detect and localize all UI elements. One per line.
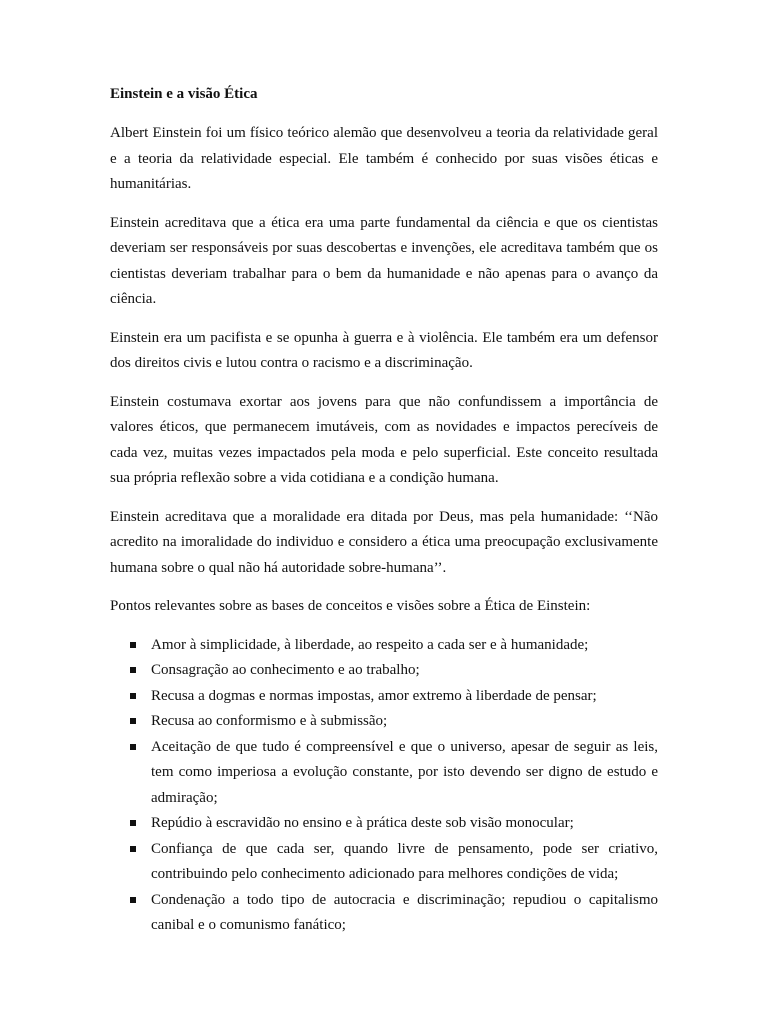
list-item: [110, 709, 658, 735]
square-bullet-icon: [130, 897, 136, 903]
paragraph-morality: Einstein acreditava que a moralidade era ditada por Deus, mas pela humanidade: ‘‘Não acredito na imoralidade do individuo e considero a ética uma preocupação exclusivamente humana sobre o qual não há autoridade sobre-humana’’.: [110, 508, 658, 576]
square-bullet-icon: [130, 642, 136, 648]
square-bullet-icon: [130, 846, 136, 852]
paragraph-intro: Albert Einstein foi um físico teórico alemão que desenvolveu a teoria da relatividade geral e a teoria da relatividade especial. Ele também é conhecido por suas visões éticas e humanitárias.: [110, 125, 658, 192]
paragraph-list-intro: Pontos relevantes sobre as bases de conceitos e visões sobre a Ética de Einstein:: [110, 598, 591, 614]
document-title: Einstein e a visão Ética: [110, 86, 258, 102]
list-item-text: Consagração ao conhecimento e ao trabalho;: [151, 662, 420, 678]
list-item: [110, 633, 658, 659]
document-page: [110, 82, 658, 939]
square-bullet-icon: [130, 718, 136, 724]
paragraph-pacifism: Einstein era um pacifista e se opunha à guerra e à violência. Ele também era um defensor dos direitos civis e lutou contra o racismo e a discriminação.: [110, 329, 658, 371]
square-bullet-icon: [130, 693, 136, 699]
square-bullet-icon: [130, 744, 136, 750]
list-item-text: Condenação a todo tipo de autocracia e discriminação; repudiou o capitalismo canibal e o comunismo fanático;: [151, 891, 658, 933]
ethics-points-list: [110, 633, 658, 939]
list-item-text: Recusa ao conformismo e à submissão;: [151, 713, 388, 729]
list-item-text: Aceitação de que tudo é compreensível e que o universo, apesar de seguir as leis, tem como imperiosa a evolução constante, por isto devendo ser digno de estudo e admiração;: [151, 738, 658, 806]
list-item-text: Amor à simplicidade, à liberdade, ao respeito a cada ser e à humanidade;: [151, 636, 589, 653]
list-item: [110, 658, 658, 684]
list-item-text: Repúdio à escravidão no ensino e à prática deste sob visão monocular;: [151, 815, 574, 831]
square-bullet-icon: [130, 667, 136, 673]
list-item: [110, 684, 658, 710]
paragraph-youth-values: Einstein costumava exortar aos jovens para que não confundissem a importância de valores éticos, que permanecem imutáveis, com as novidades e impactos perecíveis de cada vez, muitas vezes impactados pela moda e pelo superficial. Este conceito resultada sua própria reflexão sobre a vida cotidiana e a condição humana.: [110, 393, 658, 486]
square-bullet-icon: [130, 820, 136, 826]
list-item-text: Confiança de que cada ser, quando livre de pensamento, pode ser criativo, contribuindo pelo conhecimento adicionado para melhores condições de vida;: [151, 840, 658, 882]
list-item: [110, 735, 658, 812]
list-item: [110, 837, 658, 888]
list-item-text: Recusa a dogmas e normas impostas, amor extremo à liberdade de pensar;: [151, 687, 597, 704]
list-item: [110, 888, 658, 939]
paragraph-ethics-science: Einstein acreditava que a ética era uma parte fundamental da ciência e que os cientistas deveriam ser responsáveis por suas descobertas e invenções, ele acreditava também que os cientistas deveriam trabalhar para o bem da humanidade e não apenas para o avanço da ciência.: [110, 214, 658, 307]
list-item: [110, 811, 658, 837]
